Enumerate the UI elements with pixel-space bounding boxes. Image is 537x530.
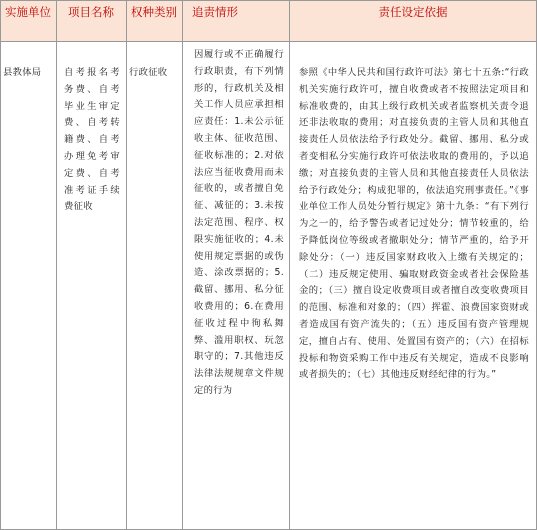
column-divider	[289, 0, 290, 530]
column-divider	[56, 0, 57, 530]
header-accountability: 追责情形	[182, 0, 289, 41]
header-divider	[0, 41, 537, 42]
table-border-left	[0, 0, 1, 530]
column-divider	[182, 0, 183, 530]
cell-type: 行政征收	[129, 67, 168, 78]
cell-situations: 因履行或不正确履行行政职责，有下列情形的，行政机关及相关工作人员应承担相应责任：1.未公示征收主体、征收范围、征收标准的；2.对依法应当征收费用而未征收的，或者擅自免征、减征的；3.未按法定范围、程序、权限实施征收的；4.未使用规定票据的或伪造、涂改票据的；5.截留、挪用、私分征收费用的；6.在费用征收过程中徇私舞弊、滥用职权、玩忽职守的；7.其他违反法律法规规章文件规定的行为	[194, 49, 284, 396]
header-unit: 实施单位	[0, 0, 56, 41]
table-border-top	[0, 0, 537, 1]
header-power-type: 权种类别	[126, 0, 182, 41]
cell-unit: 县教体局	[3, 67, 42, 78]
column-divider	[126, 0, 127, 530]
header-basis: 责任设定依据	[289, 0, 537, 41]
cell-basis: 参照《中华人民共和国行政许可法》第七十五条:“行政机关实施行政许可，擅自收费或者不按照法定项目和标准收费的，由其上级行政机关或者监察机关责令退还非法收取的费用；对直接负责的主管人员和其他直接责任人员依法给予行政处分。截留、挪用、私分或者变相私分实施行政许可依法收取的费用的，予以追缴；对直接负责的主管人员和其他直接责任人员依法给予行政处分；构成犯罪的，依法追究刑事责任。”《事业单位工作人员处分暂行规定》第十九条：“有下列行为之一的，给予警告或者记过处分；情节较重的，给予降低岗位等级或者撤职处分；情节严重的，给予开除处分：（一）违反国家财政收入上缴有关规定的；（二）违反规定使用、骗取财政资金或者社会保险基金的；（三）擅自设定收费项目或者擅自改变收费项目的范围、标准和对象的；（四）挥霍、浪费国家资财或者造成国有资产流失的；（五）违反国有资产管理规定，擅自占有、使用、处置国有资产的；（六）在招标投标和物资采购工作中违反有关规定，造成不良影响或者损失的；（七）其他违反财经纪律的行为。”	[299, 67, 529, 381]
header-item-name: 项目名称	[56, 0, 126, 41]
cell-items: 自考报名考务费、自考毕业生审定费、自考转籍费、自考办理免考审定费、自考准考证手续费征收	[64, 67, 120, 213]
